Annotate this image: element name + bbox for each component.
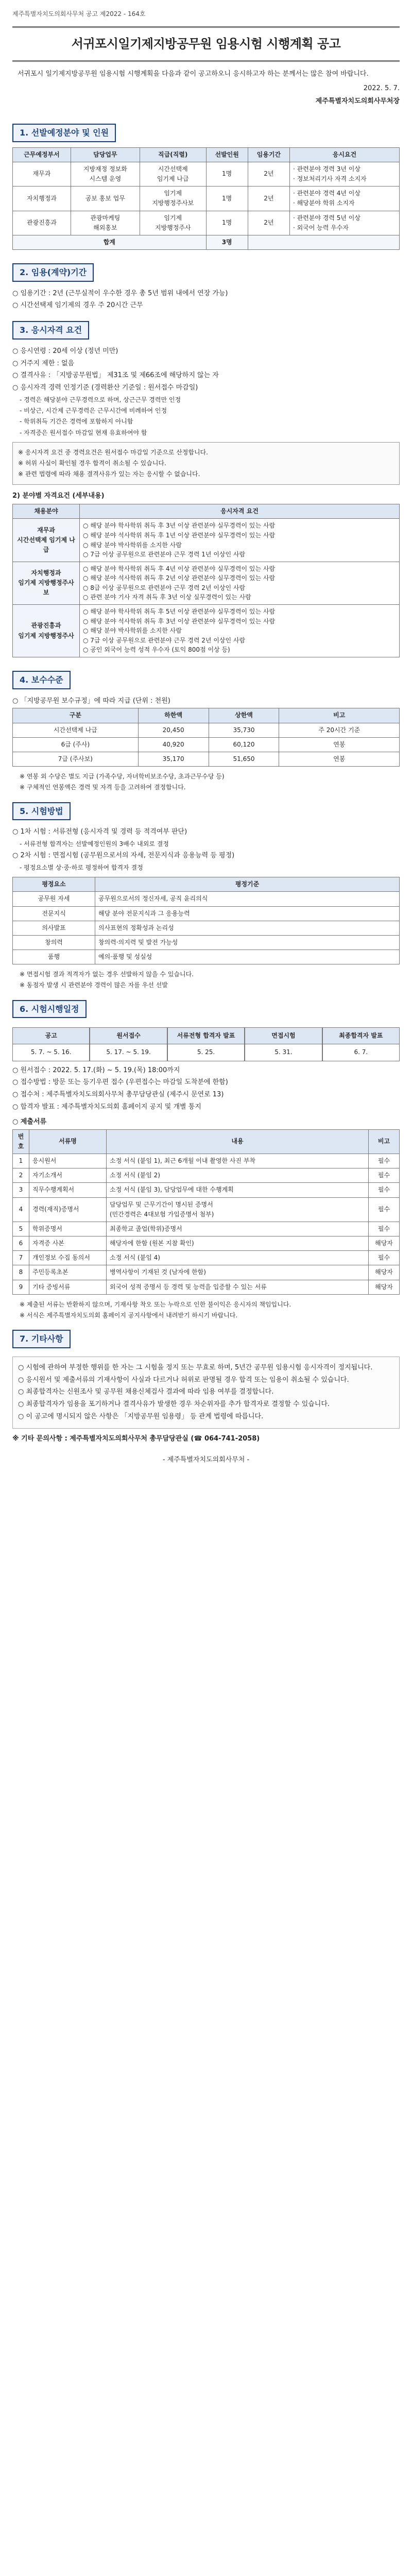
notice-date: 2022. 5. 7.	[363, 84, 400, 93]
table-row: 8 주민등록초본 병역사항이 기재된 것 (남자에 한함) 해당자	[13, 1265, 400, 1280]
sub-item: - 평정요소별 상·중·하로 평정하여 합격자 결정	[20, 863, 143, 871]
table-row: 9 기타 증빙서류 외국어 성적 증명서 등 경력 및 능력을 입증할 수 있는 서류 해당자	[13, 1280, 400, 1294]
list-item: ○ 원서접수 : 2022. 5. 17.(화) ~ 5. 19.(목) 18:00까지	[12, 1066, 180, 1074]
table-row: 공무원 자세 공무원으로서의 정신자세, 공직 윤리의식	[13, 892, 400, 906]
table-row: 7급 (주사보) 35,170 51,650 연봉	[13, 752, 400, 767]
list-item: ○ 임용기간 : 2년 (근무실적이 우수한 경우 총 5년 범위 내에서 연장 가능)	[12, 289, 228, 297]
recruit-table	[12, 147, 400, 250]
docs-heading: ○ 제출서류	[12, 1117, 47, 1126]
note-item: ※ 서식은 제주특별자치도의회 홈페이지 공지사항에서 내려받기 하시기 바랍니다.	[20, 1312, 238, 1319]
table-row: 5 학위증명서 최종학교 졸업(학위)증명서 필수	[13, 1222, 400, 1236]
col-duty: 담당업무	[71, 147, 140, 162]
sub-item: - 경력은 해당분야 근무경력으로 하며, 상근근무 경력만 인정	[20, 396, 181, 404]
evaluation-table: 평정요소 평정기준 공무원 자세 공무원으로서의 정신자세, 공직 윤리의식 전문지식 해당 분야 전문지식과 그 응용능력 의사발표 의사표현의 정확성과 논리성 창의력 창의력·의지력 및 발전 가능성 품행 예의·품행 및 성실성	[12, 877, 400, 964]
section-5-heading: 5. 시험방법	[12, 802, 71, 821]
list-item: ○ 접수방법 : 방문 또는 등기우편 접수 (우편접수는 마감일 도착분에 한함)	[12, 1078, 228, 1087]
col-count: 선발인원	[206, 147, 248, 162]
list-item: ○ 접수처 : 제주특별자치도의회사무처 총무담당관실 (제주시 문연로 13)	[12, 1091, 224, 1099]
col-dept: 근무예정부서	[13, 147, 71, 162]
section-6-heading: 6. 시험시행일정	[12, 1000, 87, 1019]
table-row: 2 자기소개서 소정 서식 (붙임 2) 필수	[13, 1168, 400, 1183]
list-item: ○ 「지방공무원 보수규정」에 따라 지급 (단위 : 천원)	[12, 697, 170, 705]
list-item: ○ 2차 시험 : 면접시험 (공무원으로서의 자세, 전문지식과 응용능력 등 평정)	[12, 852, 235, 860]
note-box: ※ 응시자격 요건 중 경력요건은 원서접수 마감일 기준으로 산정합니다. ※ 허위 사실이 확인될 경우 합격이 취소될 수 있습니다. ※ 관련 법령에 따라 채용 결격사유가 있는 자는 응시할 수 없습니다.	[12, 442, 400, 485]
list-item: ○ 1차 시험 : 서류전형 (응시자격 및 경력 등 적격여부 판단)	[12, 828, 187, 836]
note-item: ※ 면접시험 결과 적격자가 없는 경우 선발하지 않을 수 있습니다.	[20, 971, 194, 978]
contact-info: ※ 기타 문의사항 : 제주특별자치도의회사무처 총무담당관실 (☎ 064-741-2058)	[12, 1434, 260, 1443]
table-total-row: 합계 3명	[13, 235, 400, 249]
col-req: 응시요건	[289, 147, 399, 162]
qualification-table	[12, 504, 400, 657]
table-row: 재무과 지방재정 정보화 시스템 운영 시간선택제 임기제 나급 1명 2년 · 관련분야 경력 3년 이상 · 정보처리기사 자격 소지자	[13, 162, 400, 186]
table-row: 1 응시원서 소정 서식 (붙임 1), 최근 6개월 이내 촬영한 사진 부착 필수	[13, 1154, 400, 1168]
sub-item: - 서류전형 합격자는 선발예정인원의 3배수 내외로 결정	[20, 840, 169, 848]
table-row: 자치행정과 공보 홍보 업무 임기제 지방행정주사보 1명 2년 · 관련분야 경력 4년 이상 · 해당분야 학위 소지자	[13, 187, 400, 211]
list-item: ○ 합격자 발표 : 제주특별자치도의회 홈페이지 공지 및 개별 통지	[12, 1103, 201, 1111]
col-grade: 직급(직렬)	[140, 147, 206, 162]
col-field: 채용분야	[13, 504, 80, 519]
list-item: ○ 이 공고에 명시되지 않은 사항은 「지방공무원 임용령」 등 관계 법령에 따릅니다.	[18, 1412, 264, 1420]
col-period: 임용기간	[248, 147, 289, 162]
list-item: ○ 시험에 관하여 부정한 행위를 한 자는 그 시험을 정지 또는 무효로 하며, 5년간 공무원 임용시험 응시자격이 정지됩니다.	[18, 1363, 373, 1371]
table-row: 4 경력(재직)증명서 담당업무 및 근무기간이 명시된 증명서 (민간경력은 4대보험 가입증명서 첨부) 필수	[13, 1197, 400, 1222]
table-row: 7 개인정보 수집 동의서 소정 서식 (붙임 4) 필수	[13, 1251, 400, 1265]
table-row: 의사발표 의사표현의 정확성과 논리성	[13, 921, 400, 935]
list-item: ○ 최종합격자는 신원조사 및 공무원 채용신체검사 결과에 따라 임용 여부를 결정합니다.	[18, 1388, 274, 1396]
table-row: 3 직무수행계획서 소정 서식 (붙임 3), 담당업무에 대한 수행계획 필수	[13, 1183, 400, 1197]
col-requirements: 응시자격 요건	[80, 504, 400, 519]
table-row: 전문지식 해당 분야 전문지식과 그 응용능력	[13, 906, 400, 921]
table-row: 관광진흥과 임기제 지방행정주사 ○ 해당 분야 학사학위 취득 후 5년 이상 관련분야 실무경력이 있는 사람 ○ 해당 분야 석사학위 취득 후 3년 이상 관련분야 실무경력이 있는 사람 ○ 해당 분야 박사학위를 소지한 사람 ○ 7급 이상 공무원으로 관련분야 근무 경력 2년 이상인 사람 ○ 공인 외국어 능력 성적 우수자 (토익 800점 이상 등)	[13, 605, 400, 657]
footer: - 제주특별자치도의회사무처 -	[162, 1455, 250, 1464]
notice-number: 제주특별자치도의회사무처 공고 제2022 - 164호	[12, 10, 146, 18]
list-item: ○ 시간선택제 임기제의 경우 주 20시간 근무	[12, 301, 143, 310]
schedule-dates: 5. 7. ~ 5. 16. 5. 17. ~ 5. 19. 5. 25. 5. 31. 6. 7.	[12, 1044, 400, 1061]
section-7-heading: 7. 기타사항	[12, 1330, 71, 1348]
sub-item: - 학위취득 기간은 경력에 포함하지 아니함	[20, 418, 133, 426]
table-row: 재무과 시간선택제 임기제 나급 ○ 해당 분야 학사학위 취득 후 3년 이상 관련분야 실무경력이 있는 사람 ○ 해당 분야 석사학위 취득 후 1년 이상 관련분야 실무경력이 있는 사람 ○ 해당 분야 박사학위를 소지한 사람 ○ 7급 이상 공무원으로 관련분야 근무 경력 1년 이상인 사람	[13, 519, 400, 562]
note-item: ※ 구체적인 연봉액은 경력 및 자격 등을 고려하여 결정합니다.	[20, 784, 186, 791]
list-item: ○ 최종합격자가 임용을 포기하거나 결격사유가 발생한 경우 차순위자를 추가 합격자로 결정할 수 있습니다.	[18, 1400, 330, 1409]
section-1-heading: 1. 선발예정분야 및 인원	[12, 124, 116, 142]
section-4-heading: 4. 보수수준	[12, 671, 71, 689]
sub-item: - 비상근, 시간제 근무경력은 근무시간에 비례하여 인정	[20, 407, 167, 415]
table-row: 시간선택제 나급 20,450 35,730 주 20시간 기준	[13, 723, 400, 737]
subsection-heading: 2) 분야별 자격요건 (세부내용)	[12, 492, 105, 500]
note-item: ※ 연봉 외 수당은 별도 지급 (가족수당, 자녀학비보조수당, 초과근무수당 등)	[20, 773, 225, 781]
table-row: 창의력 창의력·의지력 및 발전 가능성	[13, 935, 400, 950]
section-2-heading: 2. 임용(계약)기간	[12, 263, 94, 282]
note-item: ※ 동점자 발생 시 관련분야 경력이 많은 자를 우선 선발	[20, 981, 168, 989]
table-row: 6급 (주사) 40,920 60,120 연봉	[13, 737, 400, 752]
misc-box	[12, 1357, 400, 1429]
table-row: 6 자격증 사본 해당자에 한함 (원본 지참 확인) 해당자	[13, 1236, 400, 1251]
list-item: ○ 응시원서 및 제출서류의 기재사항이 사실과 다르거나 허위로 판명될 경우 합격 또는 임용이 취소될 수 있습니다.	[18, 1376, 349, 1384]
table-row: 품행 예의·품행 및 성실성	[13, 950, 400, 964]
section-3-heading: 3. 응시자격 요건	[12, 321, 89, 340]
list-item: ○ 응시연령 : 20세 이상 (정년 미만)	[12, 347, 118, 355]
list-item: ○ 거주지 제한 : 없음	[12, 359, 75, 367]
salary-table: 구분 하한액 상한액 비고 시간선택제 나급 20,450 35,730 주 20시간 기준 6급 (주사) 40,920 60,120 연봉 7급 (주사보) 35,170 51,650 연봉	[12, 708, 400, 767]
table-row: 자치행정과 임기제 지방행정주사보 ○ 해당 분야 학사학위 취득 후 4년 이상 관련분야 실무경력이 있는 사람 ○ 해당 분야 석사학위 취득 후 2년 이상 관련분야 실무경력이 있는 사람 ○ 8급 이상 공무원으로 관련분야 근무 경력 2년 이상인 사람 ○ 관련 분야 기사 자격 취득 후 3년 이상 실무경력이 있는 사람	[13, 562, 400, 604]
sub-item: - 자격증은 원서접수 마감일 현재 유효하여야 함	[20, 429, 147, 436]
issuing-org: 제주특별자치도의회사무처장	[315, 97, 400, 106]
list-item: ○ 응시자격 경력 인정기준 (경력환산 기준일 : 원서접수 마감일)	[12, 384, 198, 392]
note-item: ※ 제출된 서류는 반환하지 않으며, 기재사항 착오 또는 누락으로 인한 불이익은 응시자의 책임입니다.	[20, 1300, 291, 1308]
schedule-stages: 공고 원서접수 서류전형 합격자 발표 면접시험 최종합격자 발표	[12, 1027, 400, 1044]
page-title: 서귀포시일기제지방공무원 임용시험 시행계획 공고	[12, 26, 400, 61]
intro-text: 서귀포시 일기제지방공무원 임용시험 시행계획을 다음과 같이 공고하오니 응시하고자 하는 분께서는 많은 참여 바랍니다.	[18, 70, 369, 78]
list-item: ○ 결격사유 : 「지방공무원법」 제31조 및 제66조에 해당하지 않는 자	[12, 371, 219, 380]
documents-table: 번호 서류명 내용 비고 1 응시원서 소정 서식 (붙임 1), 최근 6개월 이내 촬영한 사진 부착 필수 2 자기소개서 소정 서식 (붙임 2) 필수 3 직무수행계획서 소정 서식 (붙임 3), 담당업무에 대한 수행계획 필수 4 경력(재직)증명서 담당업무 및 근무기간이 명시된 증명서 (민간경력은 4대보험 가입증명서 첨부) 필수 5 학위증명서 최종학교 졸업(학위)증명서 필수 6 자격증 사본 해당자에 한함 (원본 지참 확인) 해당자 7 개인정보 수집 동의서 소정 서식 (붙임 4) 필수 8 주민등록초본 병역사항이 기재된 것 (남자에 한함) 해당자 9 기타 증빙서류 외국어 성적 증명서 등 경력 및 능력을 입증할 수 있는 서류 해당자	[12, 1129, 400, 1295]
table-row: 관광진흥과 관광마케팅 해외홍보 임기제 지방행정주사 1명 2년 · 관련분야 경력 5년 이상 · 외국어 능력 우수자	[13, 211, 400, 235]
